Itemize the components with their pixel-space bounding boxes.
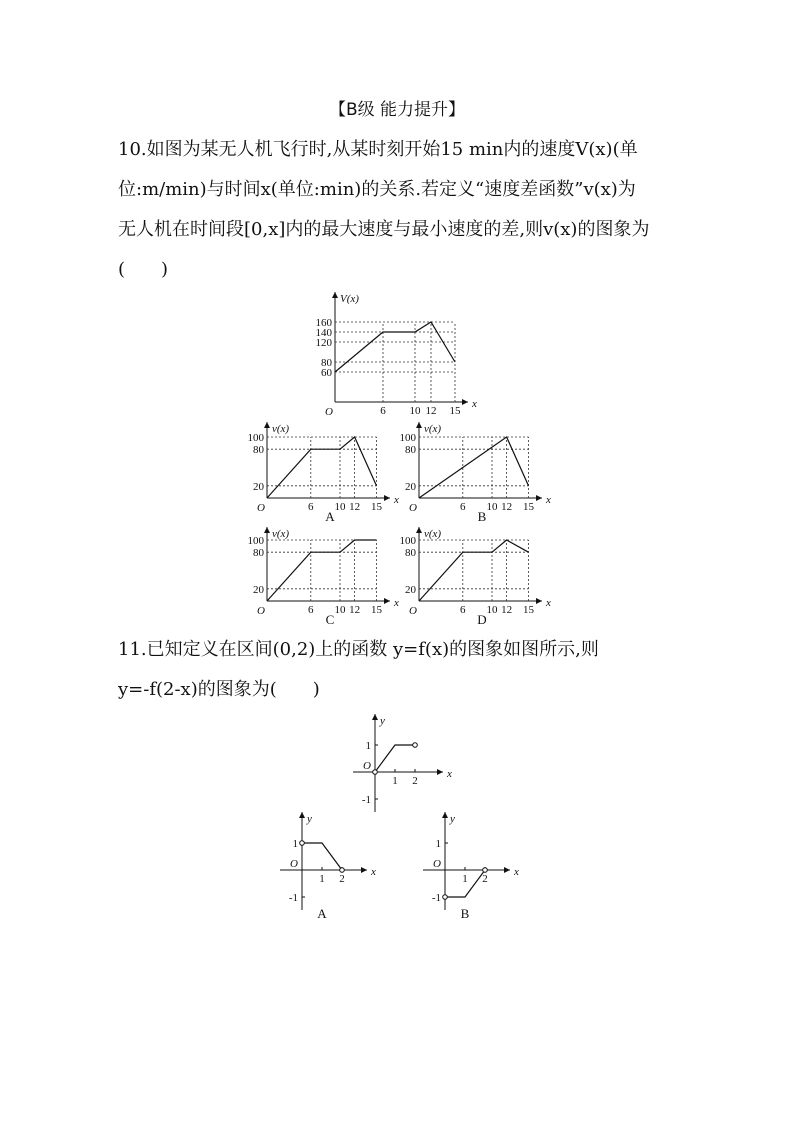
y-axis-arrow xyxy=(416,422,422,428)
y-tick-label: 140 xyxy=(315,327,332,339)
x-axis-arrow xyxy=(462,399,468,405)
question-10-line-2: 位:m/min)与时间x(单位:min)的关系.若定义“速度差函数”v(x)为 xyxy=(118,179,636,200)
series-line xyxy=(302,843,342,870)
q10-option-b-graph xyxy=(392,418,562,523)
question-10-line-1: 10.如图为某无人机飞行时,从某时刻开始15 min内的速度V(x)(单 xyxy=(118,139,638,160)
y-tick-label: 20 xyxy=(253,583,264,596)
question-10-line-3: 无人机在时间段[0,x]内的最大速度与最小速度的差,则v(x)的图象为 xyxy=(118,219,650,240)
y-tick-label: 100 xyxy=(399,535,416,547)
q10-option-a-graph xyxy=(240,418,410,523)
open-point-0 xyxy=(300,841,305,846)
y-axis-label: v(x) xyxy=(272,423,290,435)
x-tick-label: 6 xyxy=(308,604,314,616)
x-axis-arrow xyxy=(437,769,443,775)
y-tick-label: 20 xyxy=(405,480,416,493)
x-tick-label: 1 xyxy=(462,873,468,885)
question-10-line-4: ( ) xyxy=(118,259,169,280)
x-tick-label: 2 xyxy=(339,873,345,885)
x-axis-label: x xyxy=(394,494,399,506)
x-axis-arrow xyxy=(536,598,542,604)
y-tick-label: -1 xyxy=(361,794,371,806)
x-tick-label: 15 xyxy=(371,501,382,513)
x-tick-label: 10 xyxy=(409,405,421,417)
y-tick-label: 1 xyxy=(292,838,298,850)
y-tick-label: 80 xyxy=(253,444,264,457)
y-axis-arrow xyxy=(372,714,378,720)
y-axis-arrow xyxy=(416,527,422,533)
y-tick-label: 1 xyxy=(435,838,441,850)
question-11-line-2: y=-f(2-x)的图象为( ) xyxy=(118,679,320,700)
y-tick-label: 80 xyxy=(321,357,332,369)
x-tick-label: 10 xyxy=(486,604,498,616)
y-tick-label: 80 xyxy=(405,547,416,560)
x-tick-label: 10 xyxy=(334,501,346,513)
y-tick-label: 80 xyxy=(405,444,416,457)
option-label-a: A xyxy=(317,906,327,921)
series-line xyxy=(335,322,455,372)
y-axis-arrow xyxy=(264,527,270,533)
x-tick-label: 1 xyxy=(319,873,325,885)
option-label-b: B xyxy=(460,906,470,921)
y-axis-label: v(x) xyxy=(424,423,442,435)
x-tick-label: 1 xyxy=(392,775,398,787)
q11-option-b-graph xyxy=(418,808,528,923)
x-axis-arrow xyxy=(536,495,542,501)
x-tick-label: 6 xyxy=(308,501,314,513)
option-label-d: D xyxy=(477,612,487,627)
question-11 xyxy=(118,630,678,710)
x-axis-label: x xyxy=(514,866,519,878)
y-axis-label: v(x) xyxy=(272,528,290,540)
y-axis-label: y xyxy=(307,813,312,825)
x-tick-label: 6 xyxy=(460,604,466,616)
q10-main-graph xyxy=(300,290,500,425)
x-tick-label: 12 xyxy=(349,604,361,616)
q11-option-a-graph xyxy=(275,808,385,923)
y-tick-label: 20 xyxy=(253,480,264,493)
y-tick-label: 80 xyxy=(253,547,264,560)
origin-label: O xyxy=(363,760,371,772)
q10-option-c-graph xyxy=(240,521,410,629)
y-tick-label: 100 xyxy=(247,432,264,444)
y-tick-label: -1 xyxy=(288,892,298,904)
y-axis-label: V(x) xyxy=(340,293,359,305)
x-axis-label: x xyxy=(546,494,551,506)
x-axis-arrow xyxy=(384,495,390,501)
x-tick-label: 15 xyxy=(523,501,534,513)
option-label-a: A xyxy=(325,509,335,524)
x-tick-label: 12 xyxy=(425,405,437,417)
y-tick-label: 60 xyxy=(321,367,332,379)
x-axis-label: x xyxy=(394,597,399,609)
y-axis-label: v(x) xyxy=(424,528,442,540)
x-tick-label: 2 xyxy=(412,775,418,787)
x-tick-label: 2 xyxy=(482,873,488,885)
x-tick-label: 6 xyxy=(380,405,386,417)
y-axis-arrow xyxy=(442,812,448,818)
question-11-line-1: 11.已知定义在区间(0,2)上的函数 y=f(x)的图象如图所示,则 xyxy=(118,639,599,660)
x-axis-label: x xyxy=(371,866,376,878)
open-point-1 xyxy=(483,868,488,873)
q11-main-graph xyxy=(345,710,455,810)
series-line xyxy=(267,437,377,498)
origin-label: O xyxy=(325,406,333,418)
y-tick-label: 1 xyxy=(365,740,371,752)
origin-label: O xyxy=(409,502,417,514)
y-axis-arrow xyxy=(299,812,305,818)
series-line xyxy=(419,437,529,498)
x-tick-label: 15 xyxy=(523,604,534,616)
y-tick-label: 100 xyxy=(399,432,416,444)
y-axis-label: y xyxy=(380,715,385,727)
y-tick-label: -1 xyxy=(431,892,441,904)
question-10 xyxy=(118,130,678,290)
x-axis-arrow xyxy=(384,598,390,604)
open-point-1 xyxy=(340,868,345,873)
x-tick-label: 10 xyxy=(334,604,346,616)
x-axis-arrow xyxy=(504,867,510,873)
option-label-b: B xyxy=(477,509,487,524)
x-axis-arrow xyxy=(361,867,367,873)
origin-label: O xyxy=(409,605,417,617)
origin-label: O xyxy=(290,858,298,870)
y-tick-label: 120 xyxy=(315,337,332,349)
series-line xyxy=(419,540,529,601)
y-axis-label: y xyxy=(450,813,455,825)
x-axis-label: x xyxy=(472,398,477,410)
origin-label: O xyxy=(257,605,265,617)
q10-option-d-graph xyxy=(392,521,562,629)
origin-label: O xyxy=(433,858,441,870)
x-tick-label: 12 xyxy=(501,501,513,513)
y-axis-arrow xyxy=(264,422,270,428)
section-title: 【B级 能力提升】 xyxy=(328,100,466,120)
series-line xyxy=(375,745,415,772)
x-tick-label: 6 xyxy=(460,501,466,513)
origin-label: O xyxy=(257,502,265,514)
x-axis-label: x xyxy=(546,597,551,609)
option-label-c: C xyxy=(325,612,335,627)
x-tick-label: 12 xyxy=(349,501,361,513)
x-tick-label: 15 xyxy=(371,604,382,616)
x-tick-label: 12 xyxy=(501,604,513,616)
series-line xyxy=(267,540,377,601)
y-axis-arrow xyxy=(332,292,338,298)
open-point-0 xyxy=(443,895,448,900)
x-tick-label: 10 xyxy=(486,501,498,513)
y-tick-label: 20 xyxy=(405,583,416,596)
x-tick-label: 15 xyxy=(449,405,461,417)
open-point-0 xyxy=(373,770,378,775)
y-tick-label: 160 xyxy=(315,317,332,329)
x-axis-label: x xyxy=(447,768,452,780)
open-point-1 xyxy=(413,743,418,748)
y-tick-label: 100 xyxy=(247,535,264,547)
